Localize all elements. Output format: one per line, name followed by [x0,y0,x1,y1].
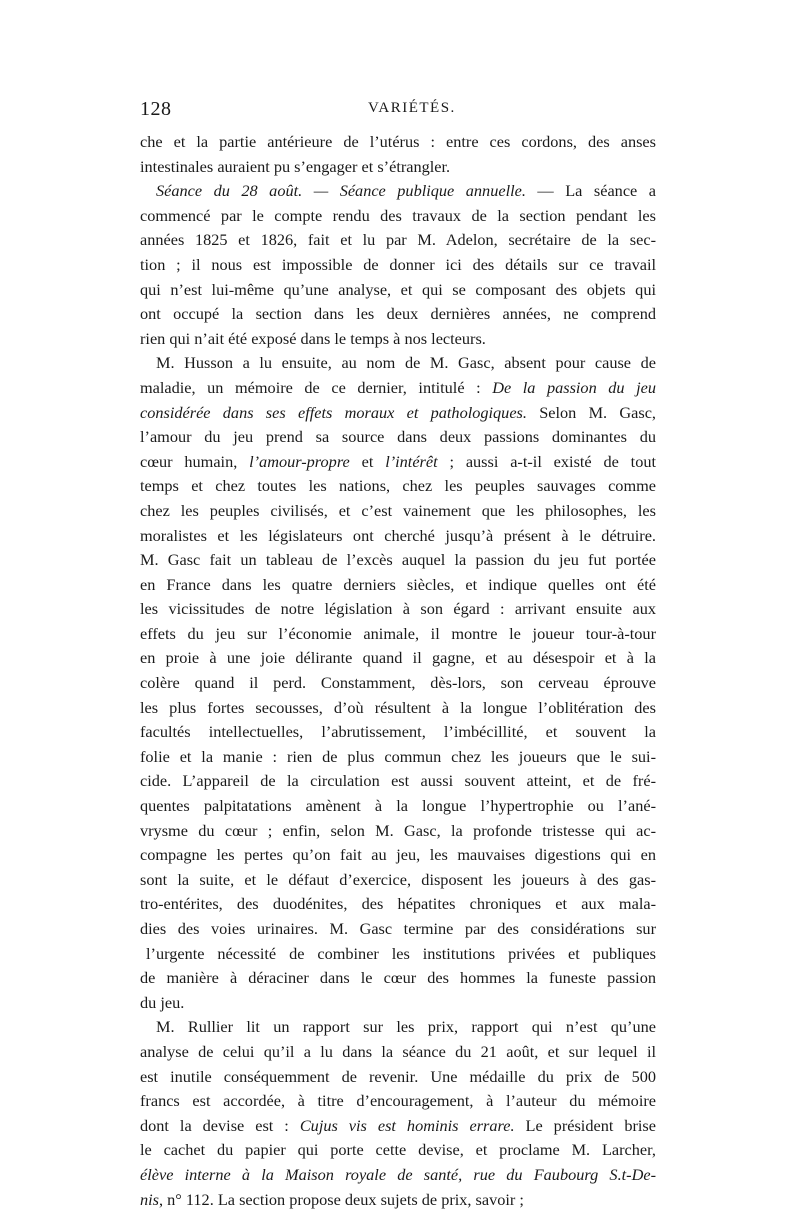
text-run: quentes palpitatations amènent à la longue l’hypertrophie ou l’ané- [140,796,656,816]
text-run: les plus fortes secousses, d’où résultent à la longue l’oblitération des [140,697,656,717]
text-line [140,155,656,180]
text-run: vrysme du cœur ; enfin, selon M. Gasc, la profonde tristesse qui ac- [140,820,656,840]
text-run: ; aussi a-t-il existé de tout [437,451,656,471]
text-line [140,573,656,598]
text-run: dies des voies urinaires. M. Gasc termine par des considérations sur [140,919,656,938]
text-line [140,204,656,229]
italic-text: l’intérêt [385,451,438,471]
text-run: compagne les pertes qu’on fait au jeu, les mauvaises digestions qui en [140,845,656,865]
text-run: l’urgente nécessité de combiner les institutions privées et publiques [146,943,656,963]
text-run: commencé par le compte rendu des travaux de la section pendant les [140,205,656,225]
text-run: effets du jeu sur l’économie animale, il montre le joueur tour-à-tour [140,623,656,643]
text-line [140,524,656,549]
text-line [140,942,656,967]
text-run: est inutile conséquemment de revenir. Une médaille du prix de 500 [140,1066,656,1086]
text-line [140,351,656,376]
text-line [140,499,656,524]
text-run: en France dans les quatre derniers siècles, et indique quelles ont été [140,574,656,594]
text-line [140,622,656,647]
text-line [140,1040,656,1065]
text-run: M. Husson a lu ensuite, au nom de M. Gasc, absent pour cause de [156,353,656,373]
text-run: chez les peuples civilisés, et c’est vainement que les philosophes, les [140,500,656,520]
text-run: les vicissitudes de notre législation à son égard : arrivant ensuite aux [140,599,656,619]
italic-text: considérée dans ses effets moraux et pathologiques. [140,402,527,422]
text-run: M. Rullier lit un rapport sur les prix, rapport qui n’est qu’une [156,1017,656,1037]
text-run: che et la partie antérieure de l’utérus : entre ces cordons, des anses [140,132,656,151]
text-line [140,917,656,942]
text-line [140,794,656,819]
text-line [140,130,656,155]
italic-text: Séance du 28 août. — Séance publique annuelle. [156,181,526,201]
text-line [140,868,656,893]
text-run: moralistes et les législateurs ont cherché jusqu’à présent à le détruire. [140,525,656,545]
page-number: 128 [140,98,172,120]
page-header [140,98,656,124]
text-line [140,991,656,1016]
text-run: , n° 112. La section propose deux sujets de prix, savoir ; [159,1189,524,1209]
text-run: cœur humain, [140,451,250,471]
text-line [140,1065,656,1090]
text-run: du jeu. [140,992,185,1012]
text-line [140,278,656,303]
italic-text: Cujus vis est hominis errare. [299,1115,515,1135]
italic-text: De la passion du jeu [492,377,656,397]
text-run: temps et chez toutes les nations, chez les peuples sauvages comme [140,476,656,496]
text-line [140,327,656,352]
text-line [140,646,656,671]
text-run: intestinales auraient pu s’engager et s’étrangler. [140,156,451,176]
text-run: années 1825 et 1826, fait et lu par M. Adelon, secrétaire de la sec- [140,230,656,250]
text-run: rien qui n’ait été exposé dans le temps à nos lecteurs. [140,328,486,348]
text-run: tion ; il nous est impossible de donner ici des détails sur ce travail [140,254,656,274]
text-line [140,671,656,696]
text-run: l’amour du jeu prend sa source dans deux passions dominantes du [140,427,656,447]
text-line [140,1015,656,1040]
italic-text: élève interne à la Maison royale de santé, rue du Faubourg S.t-De- [140,1164,656,1184]
text-run: de manière à déraciner dans le cœur des hommes la funeste passion [140,968,656,988]
text-run: francs est accordée, à titre d’encouragement, à l’auteur du mémoire [140,1091,656,1111]
text-line [140,597,656,622]
text-line [140,228,656,253]
text-run: facultés intellectuelles, l’abrutissement, l’imbécillité, et souvent la [140,722,656,742]
text-run: maladie, un mémoire de ce dernier, intitulé : [140,377,493,397]
running-head: VARIÉTÉS. [368,100,456,116]
text-line [140,302,656,327]
text-line [140,1188,656,1213]
text-line [140,1163,656,1188]
text-run: en proie à une joie délirante quand il gagne, et au désespoir et à la [140,648,656,668]
text-line [140,892,656,917]
text-run: sont la suite, et le défaut d’exercice, disposent les joueurs à des gas- [140,869,656,889]
text-line [140,474,656,499]
text-line [140,769,656,794]
text-run: folie et la manie : rien de plus commun chez les joueurs que le sui- [140,746,656,766]
text-run: tro-entérites, des duodénites, des hépatites chroniques et aux mala- [140,894,656,914]
text-line [140,696,656,721]
italic-text: nis [140,1189,160,1209]
text-run: ont occupé la section dans les deux dernières années, ne comprend [140,304,656,324]
text-line [140,819,656,844]
text-run: Selon M. Gasc, [526,402,656,422]
text-line [140,966,656,991]
text-line [140,179,656,204]
text-run: dont la devise est : [140,1115,300,1135]
text-run: le cachet du papier qui porte cette devise, et proclame M. Larcher, [140,1140,656,1160]
text-run: — La séance a [525,181,657,201]
text-run: M. Gasc fait un tableau de l’excès auquel la passion du jeu fut portée [140,550,656,570]
text-run: analyse de celui qu’il a lu dans la séance du 21 août, et sur lequel il [140,1041,656,1061]
text-line [140,1114,656,1139]
text-line [140,401,656,426]
text-line [140,376,656,401]
text-run: colère quand il perd. Constamment, dès-lors, son cerveau éprouve [140,673,656,693]
text-line [140,1138,656,1163]
text-run: et [349,451,386,471]
text-line [140,843,656,868]
text-line [140,1089,656,1114]
text-line [140,745,656,770]
text-line [140,253,656,278]
text-line [140,425,656,450]
text-line [140,548,656,573]
body-text [140,130,656,1212]
text-run: qui n’est lui-même qu’une analyse, et qui se composant des objets qui [140,279,656,299]
text-run: Le président brise [514,1115,656,1135]
text-run: cide. L’appareil de la circulation est aussi souvent atteint, et de fré- [140,771,656,791]
text-line [140,450,656,475]
text-line [140,720,656,745]
italic-text: l’amour-propre [249,451,350,471]
